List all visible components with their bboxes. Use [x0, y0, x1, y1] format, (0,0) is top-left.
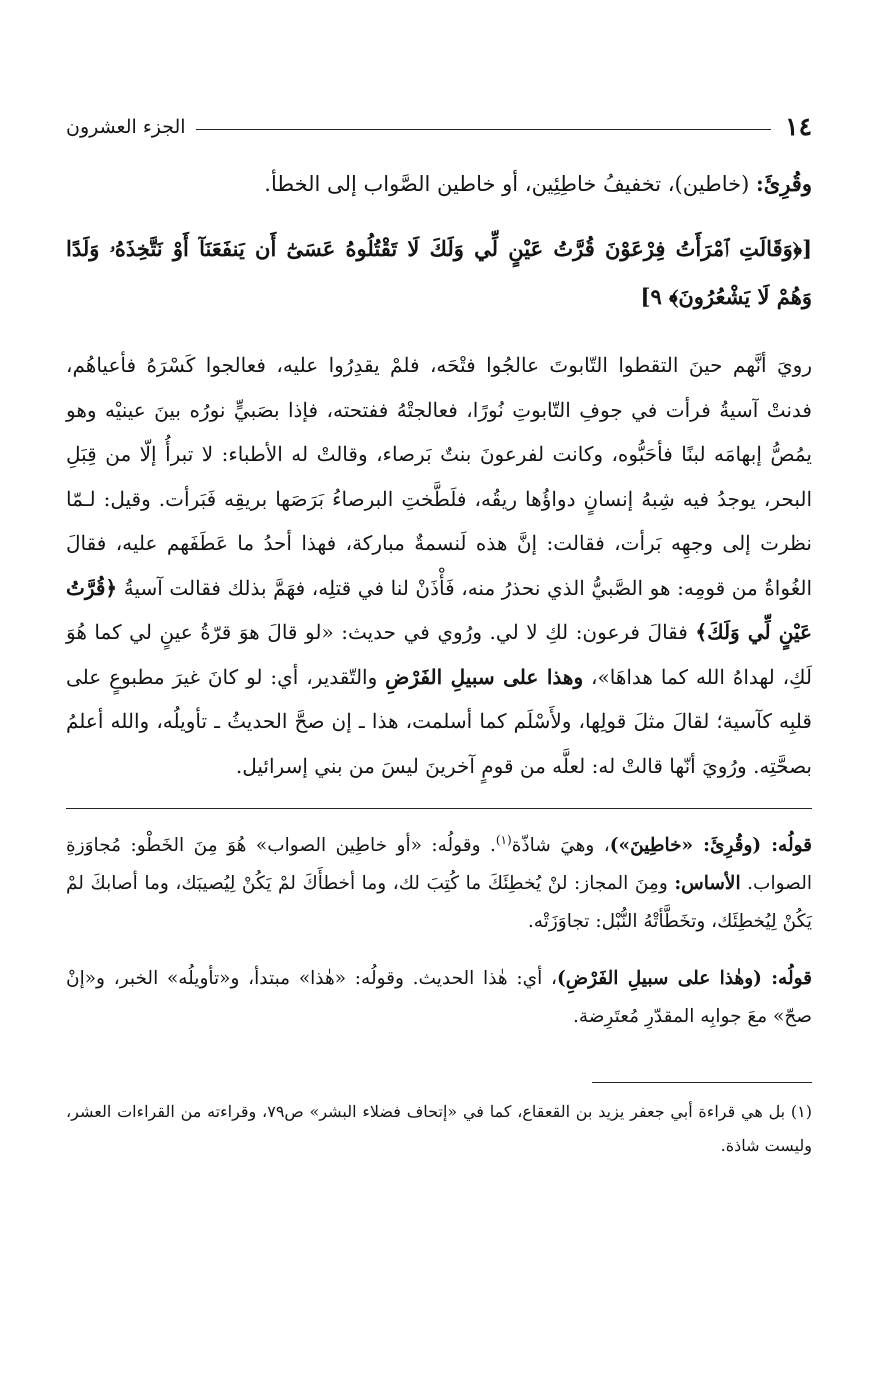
verse-text: ﴿وَقَالَتِ ٱمْرَأَتُ فِرْعَوْنَ قُرَّتُ عَيْنٍ لِّي وَلَكَ لَا تَقْتُلُوهُ عَسَىٰٓ أَن يَنفَعَنَآ أَوْ نَتَّخِذَهُۥ وَلَدًا وَهُمْ لَا يَشْعُرُونَ﴾ ٩	[66, 236, 812, 309]
reading-note	[66, 164, 812, 204]
gloss-1-text1: ، وهيَ شاذّة	[511, 835, 610, 856]
footnote-separator	[592, 1082, 812, 1083]
gloss-separator	[66, 808, 812, 809]
verse-open-bracket: [	[802, 236, 812, 261]
commentary-bold: وهذا على سبيلِ الفَرْضِ	[385, 664, 584, 689]
commentary-paragraph	[66, 343, 812, 788]
document-page	[66, 108, 812, 1179]
footnote-reference[interactable]: (١)	[495, 832, 512, 847]
reading-note-text: (خاطين)، تخفيفُ خاطِئِين، أو خاطين الصَّواب إلى الخطأ.	[264, 172, 757, 196]
gloss-1-lead: قولُه: (وقُرِئَ: «خاطِينَ»)	[609, 835, 812, 856]
gloss-2-lead: قولُه: (وهٰذا على سبيلِ الفَرْضِ)	[556, 967, 813, 989]
commentary-part2: فقالَ فرعون: لكِ لا لي. ورُوي في حديث: «لو قالَ هوَ قرّةُ عينٍ لي كما هُوَ لَكِ، لهداهُ الله كما هداهَا»،	[66, 620, 812, 689]
gloss-1	[66, 827, 812, 941]
commentary-quran-inline: ﴿قُرَّتُ عَيْنٍ لِّي وَلَكَ﴾	[66, 575, 812, 644]
footnote-number: (١)	[790, 1101, 813, 1121]
commentary-part1: رويَ أنَّهم حينَ التقطوا التّابوتَ عالجُوا فتْحَه، فلمْ يقدِرُوا عليه، فعالجوا كَسْرَهُ فأعياهُم، فدنتْ آسيةُ فرأت في جوفِ التّابوتِ نُورًا، فعالجتْهُ ففتحته، فإذا بصَبيٍّ نورُه بينَ عينيْه وهو يمُصُّ إبهامَه لبنًا فأحَبُّوه، وكانت لفرعونَ بنتٌ بَرصاء، وقالتْ له الأطباء: لا تبرأُ إلّا من قِبَلِ البحر، يوجدُ فيه شِبهُ إنسانٍ دواؤُها ريقُه، فلَطَّختِ البرصاءُ بَرَصَها بريقِه فَبَرأت. وقيل: لـمّا نظرت إلى وجهِه بَرأت، فقالت: إنَّ هذه لَنسمةٌ مباركة، فهذا أحدُ ما عَطَفَهم عليه، فقالَ الغُواةُ من قومِه: هو الصَّبيُّ الذي نحذرُ منه، فَأْذَنْ لنا في قتلِه، فهَمَّ بذلك فقالت آسيةُ	[66, 353, 812, 600]
gloss-2	[66, 960, 812, 1036]
header-rule	[196, 129, 772, 130]
footnote-text: بل هي قراءة أبي جعفر يزيد بن القعقاع، كما في «إتحاف فضلاء البشر» ص٧٩، وقراءته من القراءات العشر، وليست شاذة.	[66, 1101, 812, 1155]
reading-note-lead: وقُرِئَ:	[756, 171, 812, 196]
running-head: الجزء العشرون	[66, 116, 186, 138]
gloss-1-bold: الأساس:	[674, 873, 741, 894]
gloss-2-text1: ، أي: هٰذا الحديث. وقولُه: «هٰذا» مبتدأ، و«تأويلُه» الخبر، و«إنْ صحّ» معَ جوابِه المقدّرِ مُعتَرِضة.	[66, 967, 812, 1027]
gloss-1-text3: ومِنَ المجاز: لنْ يُخطِئَكَ ما كُتِبَ لك، وما أخطأَكَ لمْ يَكُنْ لِيُصيبَك، وما أصابكَ لمْ يَكُنْ لِيُخطِئَك، وتخَطَّأتْهُ النُّبْل: تجاوَزَتْه.	[66, 873, 812, 932]
quran-verse	[66, 225, 812, 321]
footnote	[66, 1095, 812, 1163]
page-header	[66, 108, 812, 146]
gloss-1-text2: . وقولُه: «أو خاطِين الصواب» هُوَ مِنَ الخَطْو: مُجاوَزةِ الصواب.	[66, 835, 812, 894]
verse-close-bracket: ]	[640, 284, 651, 309]
page-number: ١٤	[785, 112, 812, 141]
commentary-part3: والتّقدير، أي: لو كانَ غيرَ مطبوعٍ على قلبِه كآسية؛ لقالَ مثلَ قولِها، ولأَسْلَم كما أسلمت، هذا ـ إن صحَّ الحديثُ ـ تأويلُه، والله أعلمُ بصحَّتِه. ورُويَ أنّها قالتْ له: لعلَّه من قومٍ آخرينَ ليسَ من بني إسرائيل.	[66, 664, 812, 778]
